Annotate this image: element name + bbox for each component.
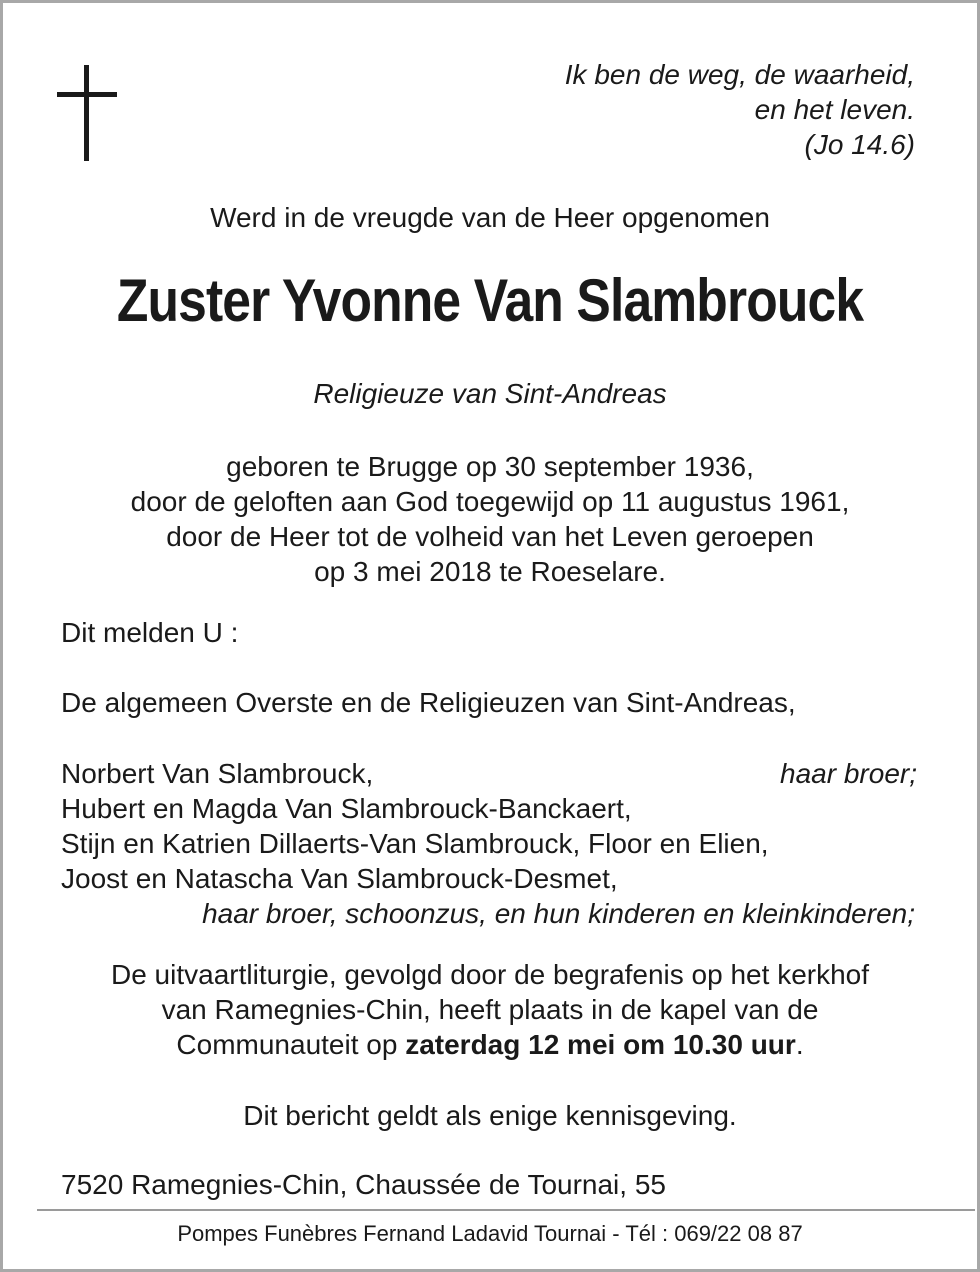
- family-line: Joost en Natascha Van Slambrouck-Desmet,: [61, 863, 618, 894]
- bio-line: op 3 mei 2018 te Roeselare.: [314, 556, 666, 587]
- latin-cross-icon: [57, 65, 119, 161]
- bio-line: door de Heer tot de volheid van het Leven geroepen: [166, 521, 814, 552]
- funeral-line: De uitvaartliturgie, gevolgd door de begrafenis op het kerkhof: [110, 959, 870, 990]
- quote-line-1: Ik ben de weg, de waarheid,: [564, 59, 915, 90]
- footer-divider: [37, 1209, 975, 1211]
- funeral-suffix: .: [795, 1029, 804, 1060]
- bio-line: door de geloften aan God toegewijd op 11 augustus 1961,: [130, 486, 850, 517]
- religious-title: Religieuze van Sint-Andreas: [313, 378, 667, 409]
- funeral-prefix: Communauteit op: [176, 1029, 406, 1060]
- brother-name: Norbert Van Slambrouck,: [61, 758, 374, 789]
- funeral-details: [3, 957, 977, 1062]
- funeral-line: van Ramegnies-Chin, heeft plaats in de kapel van de: [161, 994, 819, 1025]
- address-text: 7520 Ramegnies-Chin, Chaussée de Tournai, 55: [61, 1169, 666, 1200]
- funeral-home-footer: Pompes Funèbres Fernand Ladavid Tournai - Tél : 069/22 08 87: [177, 1221, 803, 1246]
- family-line: Stijn en Katrien Dillaerts-Van Slambrouck, Floor en Elien,: [61, 828, 769, 859]
- family-line: Hubert en Magda Van Slambrouck-Banckaert,: [61, 793, 632, 824]
- family-relation: haar broer, schoonzus, en hun kinderen en kleinkinderen;: [202, 898, 915, 929]
- congregation-text: De algemeen Overste en de Religieuzen van Sint-Andreas,: [61, 687, 796, 718]
- deceased-name: Zuster Yvonne Van Slambrouck: [116, 267, 864, 334]
- quote-reference: (Jo 14.6): [804, 129, 915, 160]
- bio-line: geboren te Brugge op 30 september 1936,: [226, 451, 754, 482]
- notice-text: Dit bericht geldt als enige kennisgeving.: [243, 1100, 737, 1131]
- announce-text: Dit melden U :: [61, 617, 239, 648]
- brother-relation: haar broer;: [780, 758, 917, 789]
- quote-line-2: en het leven.: [754, 94, 915, 125]
- intro-text: Werd in de vreugde van de Heer opgenomen: [210, 202, 770, 233]
- biography: [3, 449, 977, 589]
- funeral-date-time: zaterdag 12 mei om 10.30 uur: [405, 1029, 796, 1060]
- bible-quote: [565, 57, 915, 162]
- family-brother-row: [61, 756, 917, 791]
- funeral-line: [3, 1027, 977, 1062]
